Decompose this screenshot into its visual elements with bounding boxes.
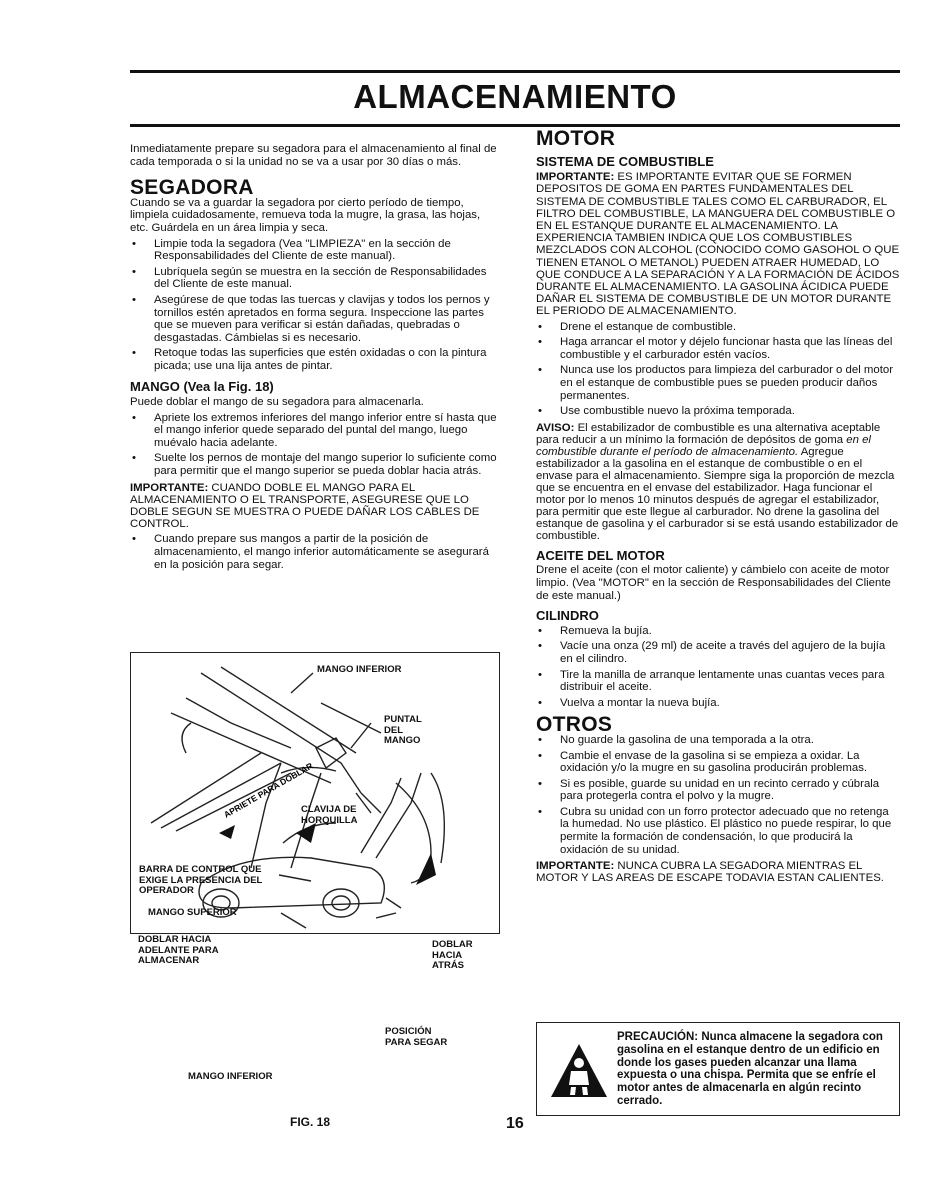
label-puntal: PUNTAL DEL MANGO <box>384 714 422 746</box>
mango-important <box>130 482 500 531</box>
label-doblar-atras: DOBLAR HACIA ATRÁS <box>432 939 473 971</box>
list-item: • Drene el estanque de combustible. <box>536 321 900 334</box>
list-item: • Tire la manilla de arranque lentamente unas cuantas veces para distribuir el aceite. <box>536 669 900 694</box>
warning-box <box>536 1022 900 1116</box>
storage-intro: Inmediatamente prepare su segadora para el almacenamiento al final de cada temporada o si la unidad no se va a usar por 30 días o más. <box>130 143 497 168</box>
label-doblar-adelante: DOBLAR HACIA ADELANTE PARA ALMACENAR <box>138 934 219 966</box>
list-item: • No guarde la gasolina de una temporada a la otra. <box>536 734 900 747</box>
mango-heading: MANGO (Vea la Fig. 18) <box>130 378 274 394</box>
label-clavija: CLAVIJA DE HORQUILLA <box>301 804 358 826</box>
list-item: • Si es posible, guarde su unidad en un recinto cerrado y cúbrala para protegerla contra el polvo y la mugre. <box>536 778 900 803</box>
page-number: 16 <box>506 1115 524 1132</box>
list-item: • Cubra su unidad con un forro protector adecuado que no retenga la humedad. No use plástico. El plástico no puede respirar, lo que permite la formación de condensación, lo que producirá la oxidación de su unidad. <box>536 806 900 856</box>
warning-body: Nunca almacene la segadora con gasolina en el estanque dentro de un edificio en donde los gases pueden alcanzar una llama expuesta o una chispa. Permita que se enfríe el motor antes de almacenarla en algún recinto cerrado. <box>617 1031 883 1107</box>
aviso-text-1: El estabilizador de combustible es una alternativa aceptable para reducir a un mínimo la formación de depósitos de goma <box>536 421 881 446</box>
segadora-list <box>130 238 500 373</box>
important-text: CUANDO DOBLE EL MANGO PARA EL ALMACENAMIENTO O EL TRANSPORTE, ASEGURESE QUE LO DOBLE SEGUN SE MUESTRA O PUEDE DAÑAR LOS CABLES DE CONTROL. <box>130 481 480 531</box>
sistema-heading: SISTEMA DE COMBUSTIBLE <box>536 153 714 169</box>
title-rule <box>130 124 900 127</box>
warning-label: PRECAUCIÓN: <box>617 1031 699 1043</box>
list-item: • Vacíe una onza (29 ml) de aceite a través del agujero de la bujía en el cilindro. <box>536 640 900 665</box>
aceite-heading: ACEITE DEL MOTOR <box>536 547 665 563</box>
label-posicion: POSICIÓN PARA SEGAR <box>385 1026 448 1048</box>
aviso-paragraph <box>536 422 900 542</box>
figure-18 <box>130 652 500 934</box>
list-item: • Limpie toda la segadora (Vea "LIMPIEZA" en la sección de Responsabilidades del Cliente de este manual). <box>130 238 500 263</box>
warning-triangle-icon <box>549 1041 609 1101</box>
aviso-text-2: Agregue estabilizador a la gasolina en el estanque de combustible o en el envase para el almacenamiento. Siempre siga la proporción de mezcla que se encuentra en el envase del estabilizador. Haga funcionar el motor por lo menos 10 minutos después de agregar el estabilizador, para permitir que este llegue al carburador. No drene la gasolina del estanque de gasolina y el carburador si se está usando estabilizador de combustible. <box>536 445 899 542</box>
mango-list-2 <box>130 533 500 571</box>
right-column <box>536 127 900 888</box>
list-item: • Vuelva a montar la nueva bujía. <box>536 697 900 710</box>
aceite-text: Drene el aceite (con el motor caliente) y cámbielo con aceite de motor limpio. (Vea "MOTOR" en la sección de Responsabilidades del Cliente de este manual.) <box>536 564 891 602</box>
list-item: • Cambie el envase de la gasolina si se empieza a oxidar. La oxidación y/o la mugre en su gasolina producirán problemas. <box>536 750 900 775</box>
segadora-heading: SEGADORA <box>130 176 254 200</box>
otros-important <box>536 860 900 884</box>
label-mango-inferior-top: MANGO INFERIOR <box>317 664 402 675</box>
figure-caption: FIG. 18 <box>290 1115 331 1129</box>
important-text: NUNCA CUBRA LA SEGADORA MIENTRAS EL MOTOR Y LAS AREAS DE ESCAPE TODAVIA ESTAN CALIENTES. <box>536 860 884 885</box>
motor-important <box>536 171 900 317</box>
list-item: • Cuando prepare sus mangos a partir de la posición de almacenamiento, el mango inferior automáticamente se asegurará en la posición para segar. <box>130 533 500 571</box>
label-mango-inferior-bottom: MANGO INFERIOR <box>188 1071 273 1082</box>
important-label: IMPORTANTE: <box>130 481 209 494</box>
otros-heading: OTROS <box>536 713 613 737</box>
otros-list <box>536 734 900 856</box>
cilindro-list <box>536 625 900 710</box>
warning-text <box>617 1031 893 1108</box>
label-mango-superior: MANGO SUPERIOR <box>148 907 237 918</box>
motor-heading: MOTOR <box>536 127 616 150</box>
list-item: • Asegúrese de que todas las tuercas y clavijas y todos los pernos y tornillos estén apretados en forma segura. Inspeccione las partes que se mueven para verificar si están dañadas, quebradas o desgastadas. Cámbielas si es necesario. <box>130 294 500 344</box>
motor-list <box>536 321 900 418</box>
list-item: • Suelte los pernos de montaje del mango superior lo suficiente como para permitir que el mango superior se pueda doblar hacia atrás. <box>130 452 500 477</box>
cilindro-heading: CILINDRO <box>536 608 599 624</box>
list-item: • Lubríquela según se muestra en la sección de Responsabilidades del Cliente de este manual. <box>130 266 500 291</box>
list-item: • Nunca use los productos para limpieza del carburador o del motor en el estanque de combustible pues se pueden producir daños permanentes. <box>536 364 900 402</box>
mango-intro: Puede doblar el mango de su segadora para almacenarla. <box>130 396 424 409</box>
mango-list <box>130 412 500 478</box>
important-label: IMPORTANTE: <box>536 171 615 184</box>
label-barra: BARRA DE CONTROL QUE EXIGE LA PRESENCIA DEL OPERADOR <box>139 864 263 896</box>
important-text: ES IMPORTANTE EVITAR QUE SE FORMEN DEPOSITOS DE GOMA EN PARTES FUNDAMENTALES DEL SISTEMA DE COMBUSTIBLE TALES COMO EL CARBURADOR, EL FILTRO DEL COMBUSTIBLE, LA MANGUERA DEL COMBUSTIBLE O EN EL ESTANQUE DURANTE EL ALMACENAMIENTO. LA EXPERIENCIA TAMBIEN INDICA QUE LOS COMBUSTIBLES MEZCLADOS CON ALCOHOL (CONOCIDO COMO GASOHOL O QUE TIENEN ETANOL O METANOL) PUEDEN ATRAER HUMEDAD, LO QUE CONDUCE A LA SEPARACIÓN Y A LA FORMACIÓN DE ÁCIDOS DURANTE EL ALMACENAMIENTO. LA GASOLINA ÁCIDICA PUEDE DAÑAR EL SISTEMA DE COMBUSTIBLE DE UN MOTOR DURANTE EL PERIODO DE ALMACENAMIENTO. <box>536 171 900 318</box>
list-item: • Apriete los extremos inferiores del mango inferior entre sí hasta que el mango inferior quede separado del puntal del mango, luego muévalo hacia adelante. <box>130 412 500 450</box>
aviso-italic: en el combustible durante el período de almacenamiento. <box>536 433 871 458</box>
list-item: • Use combustible nuevo la próxima temporada. <box>536 405 900 418</box>
important-label: IMPORTANTE: <box>536 860 615 873</box>
page-title: ALMACENAMIENTO <box>353 78 677 115</box>
segadora-intro: Cuando se va a guardar la segadora por cierto período de tiempo, limpiela cuidadosamente, remueva toda la mugre, la grasa, las hojas, etc. Guárdela en un área limpia y seca. <box>130 196 481 234</box>
list-item: • Retoque todas las superficies que estén oxidadas o con la pintura picada; use una lija antes de pintar. <box>130 347 500 372</box>
top-rule <box>130 70 900 73</box>
left-column <box>130 143 500 575</box>
apriete-label: APRIETE PARA DOBLAR <box>222 760 315 820</box>
list-item: • Haga arrancar el motor y déjelo funcionar hasta que las líneas del combustible y el carburador estén vacíos. <box>536 336 900 361</box>
aviso-label: AVISO: <box>536 421 575 434</box>
list-item: • Remueva la bujía. <box>536 625 900 638</box>
